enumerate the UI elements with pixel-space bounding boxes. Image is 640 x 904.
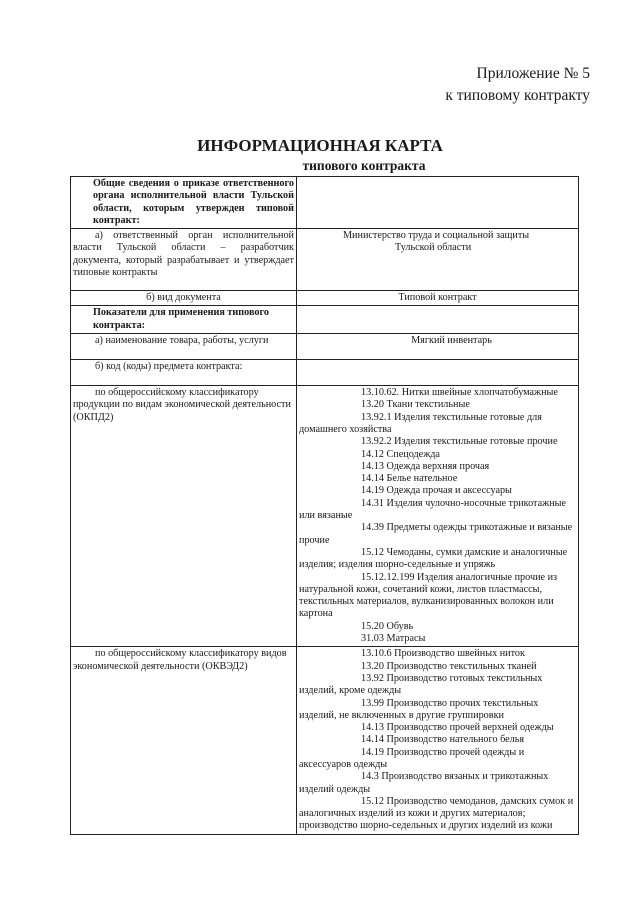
appendix-line-2: к типовому контракту: [445, 87, 590, 104]
general-info-value: [297, 177, 579, 229]
okved2-code-item: 14.3 Производство вязаных и трикотажных изделий одежды: [299, 771, 549, 795]
okved2-label: по общероссийскому классификатору видов экономической деятельности (ОКВЭД2): [71, 647, 297, 834]
okpd2-code-item: 14.19 Одежда прочая и аксессуары: [361, 485, 512, 497]
table-row: [71, 306, 579, 334]
okpd2-code-item: 15.12.12.199 Изделия аналогичные прочие из натуральной кожи, сочетаний кожи, листов пластмассы, текстильных материалов, вулканизированных волокон или картона: [299, 571, 558, 620]
okpd2-code-item: 14.31 Изделия чулочно-носочные трикотажные или вязаные: [299, 497, 566, 522]
table-row: [71, 386, 579, 647]
table-row: [71, 291, 579, 306]
table-row: [71, 360, 579, 386]
doc-type-value: Типовой контракт: [297, 291, 579, 306]
okpd2-code-item: 14.13 Одежда верхняя прочая: [361, 460, 490, 472]
responsible-organ-label: а) ответственный орган исполнительной власти Тульской области – разработчик документа, который разрабатывает и утверждает типовые контракты: [71, 229, 297, 291]
info-card-table: [70, 176, 579, 835]
okved2-code-item: 14.13 Производство прочей верхней одежды: [361, 722, 554, 734]
doc-type-label: б) вид документа: [71, 291, 297, 306]
appendix-line-1: Приложение № 5: [476, 65, 590, 82]
okved2-code-item: 13.92 Производство готовых текстильных изделий, кроме одежды: [299, 672, 543, 697]
okpd2-code-item: 14.14 Белье нательное: [361, 473, 458, 485]
indicators-label: Показатели для применения типового контракта:: [71, 306, 297, 334]
general-info-label: Общие сведения о приказе ответственного органа исполнительной власти Тульской области, которым утвержден типовой контракт:: [71, 177, 297, 229]
okved2-code-item: 14.14 Производство нательного белья: [361, 734, 525, 746]
okved2-code-item: 13.10.6 Производство швейных ниток: [361, 648, 525, 660]
okpd2-code-item: 14.39 Предметы одежды трикотажные и вязаные прочие: [299, 522, 573, 546]
table-row: [71, 647, 579, 834]
table-row: [71, 334, 579, 360]
okpd2-code-item: 13.20 Ткани текстильные: [361, 399, 470, 411]
okpd2-label: по общероссийскому классификатору продукции по видам экономической деятельности (ОКПД2): [71, 386, 297, 647]
responsible-organ-line-2: Тульской области: [395, 242, 472, 254]
table-row: [71, 229, 579, 291]
okpd2-code-item: 14.12 Спецодежда: [361, 448, 440, 460]
document-subtitle: типового контракта: [302, 158, 426, 173]
indicators-value: [297, 306, 579, 334]
contract-codes-value: [297, 360, 579, 386]
okpd2-code-item: 13.10.62. Нитки швейные хлопчатобумажные: [361, 387, 558, 399]
okpd2-code-item: 13.92.2 Изделия текстильные готовые прочие: [361, 436, 558, 448]
goods-name-label: а) наименование товара, работы, услуги: [71, 334, 297, 360]
table-row: [71, 177, 579, 229]
okpd2-codes: [297, 386, 579, 647]
okpd2-code-item: 13.92.1 Изделия текстильные готовые для домашнего хозяйства: [299, 411, 542, 435]
appendix-note: [445, 63, 590, 107]
okpd2-code-item: 15.12 Чемоданы, сумки дамские и аналогичные изделия; изделия шорно-седельные и упряжь: [299, 546, 568, 571]
okpd2-code-item: 31.03 Матрасы: [361, 633, 426, 645]
responsible-organ-line-1: Министерство труда и социальной защиты: [343, 230, 530, 242]
okved2-code-item: 14.19 Производство прочей одежды и аксессуаров одежды: [299, 746, 525, 770]
okved2-codes: [297, 647, 579, 834]
okved2-code-item: 13.99 Производство прочих текстильных изделий, не включенных в другие группировки: [299, 697, 539, 721]
goods-name-value: Мягкий инвентарь: [297, 334, 579, 360]
okved2-code-item: 15.12 Производство чемоданов, дамских сумок и аналогичных изделий из кожи и других материалов; производство шорно-седельных и других изделий из кожи: [299, 795, 574, 832]
okved2-code-item: 13.20 Производство текстильных тканей: [361, 660, 537, 672]
okpd2-code-item: 15.20 Обувь: [361, 620, 414, 632]
responsible-organ-value: [297, 229, 579, 291]
contract-codes-label: б) код (коды) предмета контракта:: [71, 360, 297, 386]
document-title: ИНФОРМАЦИОННАЯ КАРТА: [197, 136, 443, 155]
